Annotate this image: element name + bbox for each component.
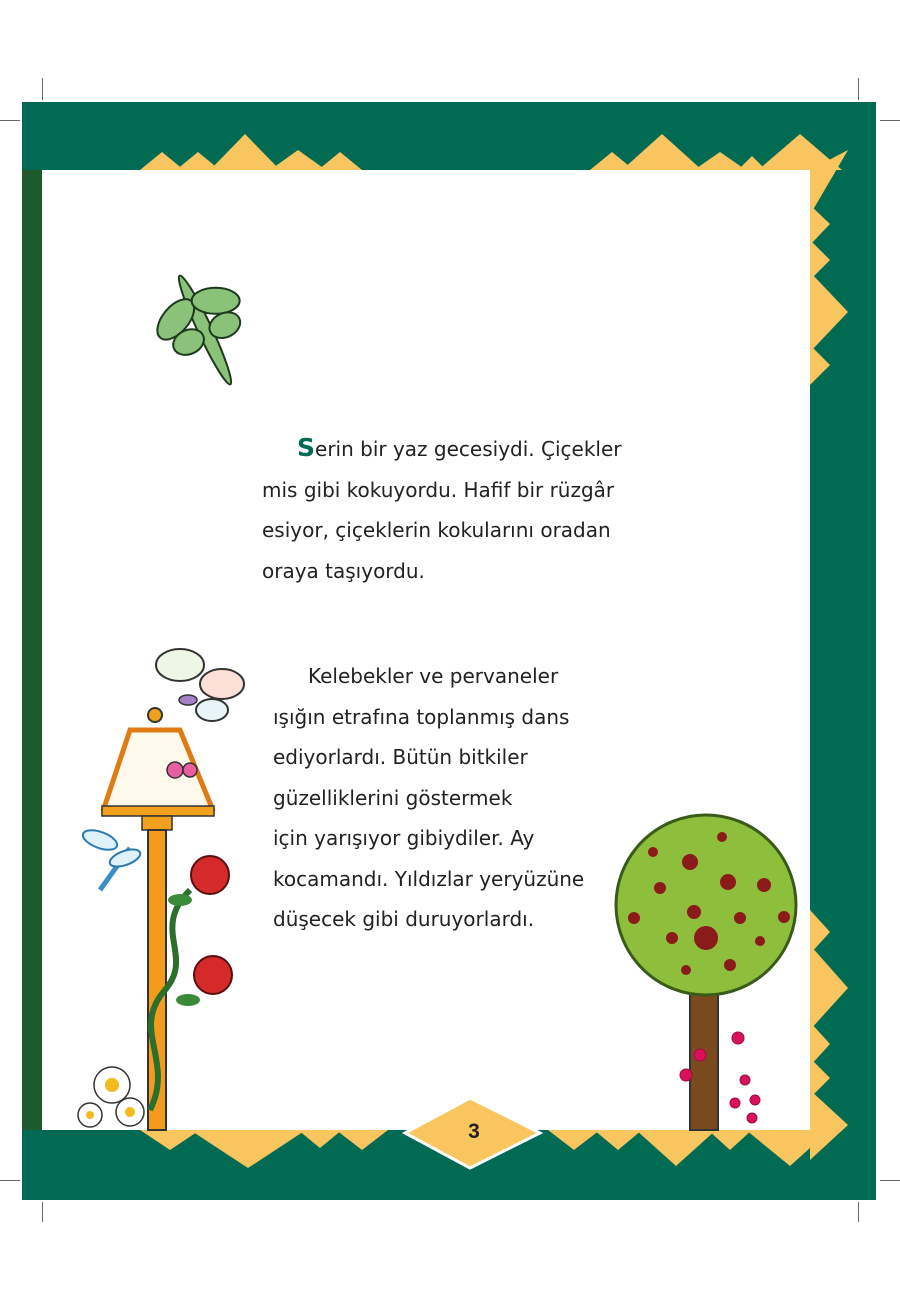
paragraph-2-line-1: Kelebekler ve pervaneler (308, 664, 559, 688)
top-zigzag (140, 134, 842, 170)
green-dragonfly-illustration (135, 255, 275, 405)
butterfly-illustration (156, 649, 244, 721)
page-number: 3 (468, 1120, 480, 1143)
blue-dragonfly-illustration (80, 826, 142, 890)
paragraph-2-line-7: düşecek gibi duruyorlardı. (273, 907, 535, 931)
paragraph-1 (262, 428, 621, 591)
paragraph-2-line-3: ediyorlardı. Bütün bitkiler (273, 745, 528, 769)
paragraph-1-line-1: Serin bir yaz gecesiydi. Çiçekler (297, 433, 622, 462)
right-zigzag (810, 150, 848, 1160)
paragraph-2-line-2: ışığın etrafına toplanmış dans (273, 704, 570, 729)
paragraph-2-line-5: için yarışıyor gibiydiler. Ay (273, 826, 535, 850)
round-tree-illustration (616, 815, 796, 1130)
drop-cap: S (297, 433, 316, 462)
paragraph-1-line-2: mis gibi kokuyordu. Hafif bir rüzgâr (262, 477, 615, 502)
paragraph-1-line-3: esiyor, çiçeklerin kokularını oradan (262, 518, 611, 542)
paragraph-1-line-4: oraya taşıyordu. (262, 558, 425, 583)
paragraph-2-line-6: kocamandı. Yıldızlar yeryüzüne (273, 866, 585, 891)
paragraph-2-line-4: güzelliklerini göstermek (273, 785, 513, 810)
paragraph-2 (273, 656, 584, 940)
white-daisies-illustration (78, 1067, 144, 1127)
